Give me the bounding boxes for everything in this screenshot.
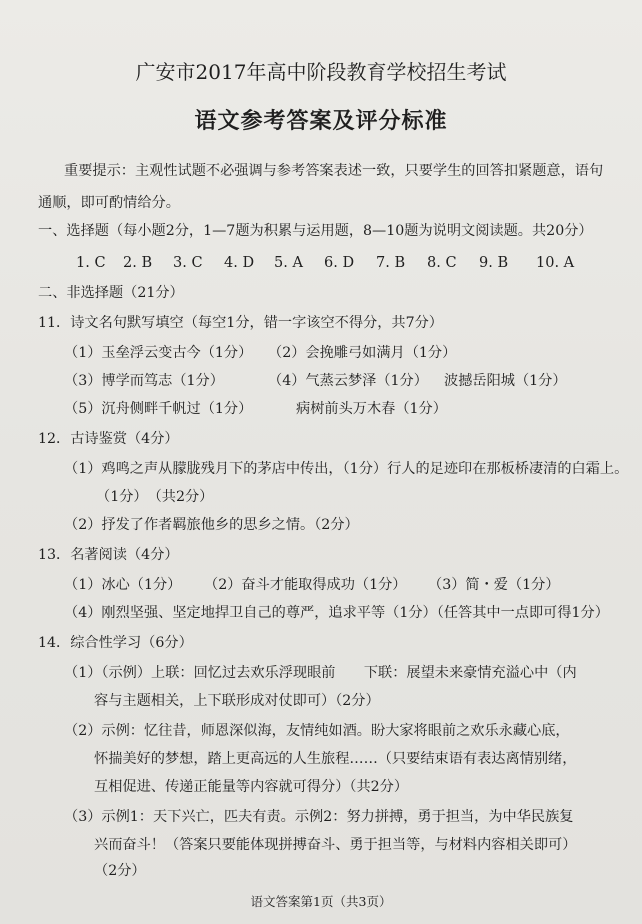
choice-answer: 4. D [224, 255, 255, 271]
choice-answer: 2. B [123, 255, 153, 271]
section1-title: 一、选择题（每小题2分，1—7题为积累与运用题，8—10题为说明文阅读题。共20分） [38, 223, 593, 239]
q12-answer-2: （2）抒发了作者羁旅他乡的思乡之情。（2分） [64, 517, 359, 533]
choice-answer: 9. B [479, 255, 509, 271]
q14-answer-3-line-2: 兴而奋斗！（答案只要能体现拼搏奋斗、勇于担当等，与材料内容相关即可） [94, 837, 577, 853]
choice-answer: 1. C [76, 255, 106, 271]
choice-answer: 8. C [427, 255, 457, 271]
document-subtitle: 语文参考答案及评分标准 [194, 108, 448, 134]
section2-title: 二、非选择题（21分） [38, 285, 184, 301]
choice-answer: 3. C [173, 255, 203, 271]
q13-answer-3: （3）简・爱（1分） [428, 577, 560, 593]
q11-answer-1: （1）玉垒浮云变古今（1分） [64, 345, 253, 361]
q11-answer-4: （4）气蒸云梦泽（1分） [268, 373, 428, 389]
choice-answer: 5. A [274, 255, 303, 271]
choice-answer: 6. D [324, 255, 355, 271]
q13-answer-4: （4）刚烈坚强、坚定地捍卫自己的尊严，追求平等（1分）（任答其中一点即可得1分） [64, 605, 609, 621]
notice-line-2: 通顺，即可酌情给分。 [38, 195, 180, 211]
q13-answer-1: （1）冰心（1分） [64, 577, 182, 593]
q11-answer-5: （5）沉舟侧畔千帆过（1分） [64, 401, 253, 417]
q11-answer-5b: 病树前头万木春（1分） [296, 401, 447, 417]
q12-answer-1-line-1: （1）鸡鸣之声从朦胧残月下的茅店中传出，（1分）行人的足迹印在那板桥凄清的白霜上。 [64, 461, 629, 477]
q14-title: 14．综合性学习（6分） [38, 635, 193, 651]
q12-title: 12．古诗鉴赏（4分） [38, 431, 179, 447]
q14-answer-2-line-1: （2）示例：忆往昔，师恩深似海，友情纯如酒。盼大家将眼前之欢乐永藏心底， [64, 723, 570, 739]
notice-line-1: 重要提示：主观性试题不必强调与参考答案表述一致，只要学生的回答扣紧题意，语句 [64, 163, 604, 179]
q14-answer-1-line-1: （1）（示例）上联：回忆过去欢乐浮现眼前 下联：展望未来豪情充溢心中（内 [64, 665, 577, 681]
exam-title: 广安市2017年高中阶段教育学校招生考试 [135, 60, 507, 84]
q11-title: 11．诗文名句默写填空（每空1分，错一字该空不得分，共7分） [38, 315, 443, 331]
choice-answer: 7. B [376, 255, 406, 271]
q14-answer-1-line-2: 容与主题相关，上下联形成对仗即可）（2分） [94, 693, 380, 709]
q14-answer-2-line-3: 互相促进、传递正能量等内容就可得分）（共2分） [94, 779, 409, 795]
q11-answer-3: （3）博学而笃志（1分） [64, 373, 224, 389]
q11-answer-4b: 波撼岳阳城（1分） [444, 373, 567, 389]
q12-answer-1-line-2: （1分） （共2分） [96, 489, 214, 505]
q13-answer-2: （2）奋斗才能取得成功（1分） [204, 577, 407, 593]
q11-answer-2: （2）会挽雕弓如满月（1分） [268, 345, 457, 361]
q14-answer-2-line-2: 怀揣美好的梦想，踏上更高远的人生旅程……（只要结束语有表达离情别绪， [94, 751, 577, 767]
q14-answer-3-line-1: （3）示例1：天下兴亡，匹夫有责。示例2：努力拼搏，勇于担当，为中华民族复 [64, 809, 574, 825]
choice-answer: 10. A [536, 255, 575, 271]
q13-title: 13．名著阅读（4分） [38, 547, 179, 563]
page-footer: 语文答案第1页（共3页） [250, 894, 392, 909]
q14-answer-3-line-3: （2分） [94, 863, 146, 879]
choice-answers-row [76, 254, 596, 272]
